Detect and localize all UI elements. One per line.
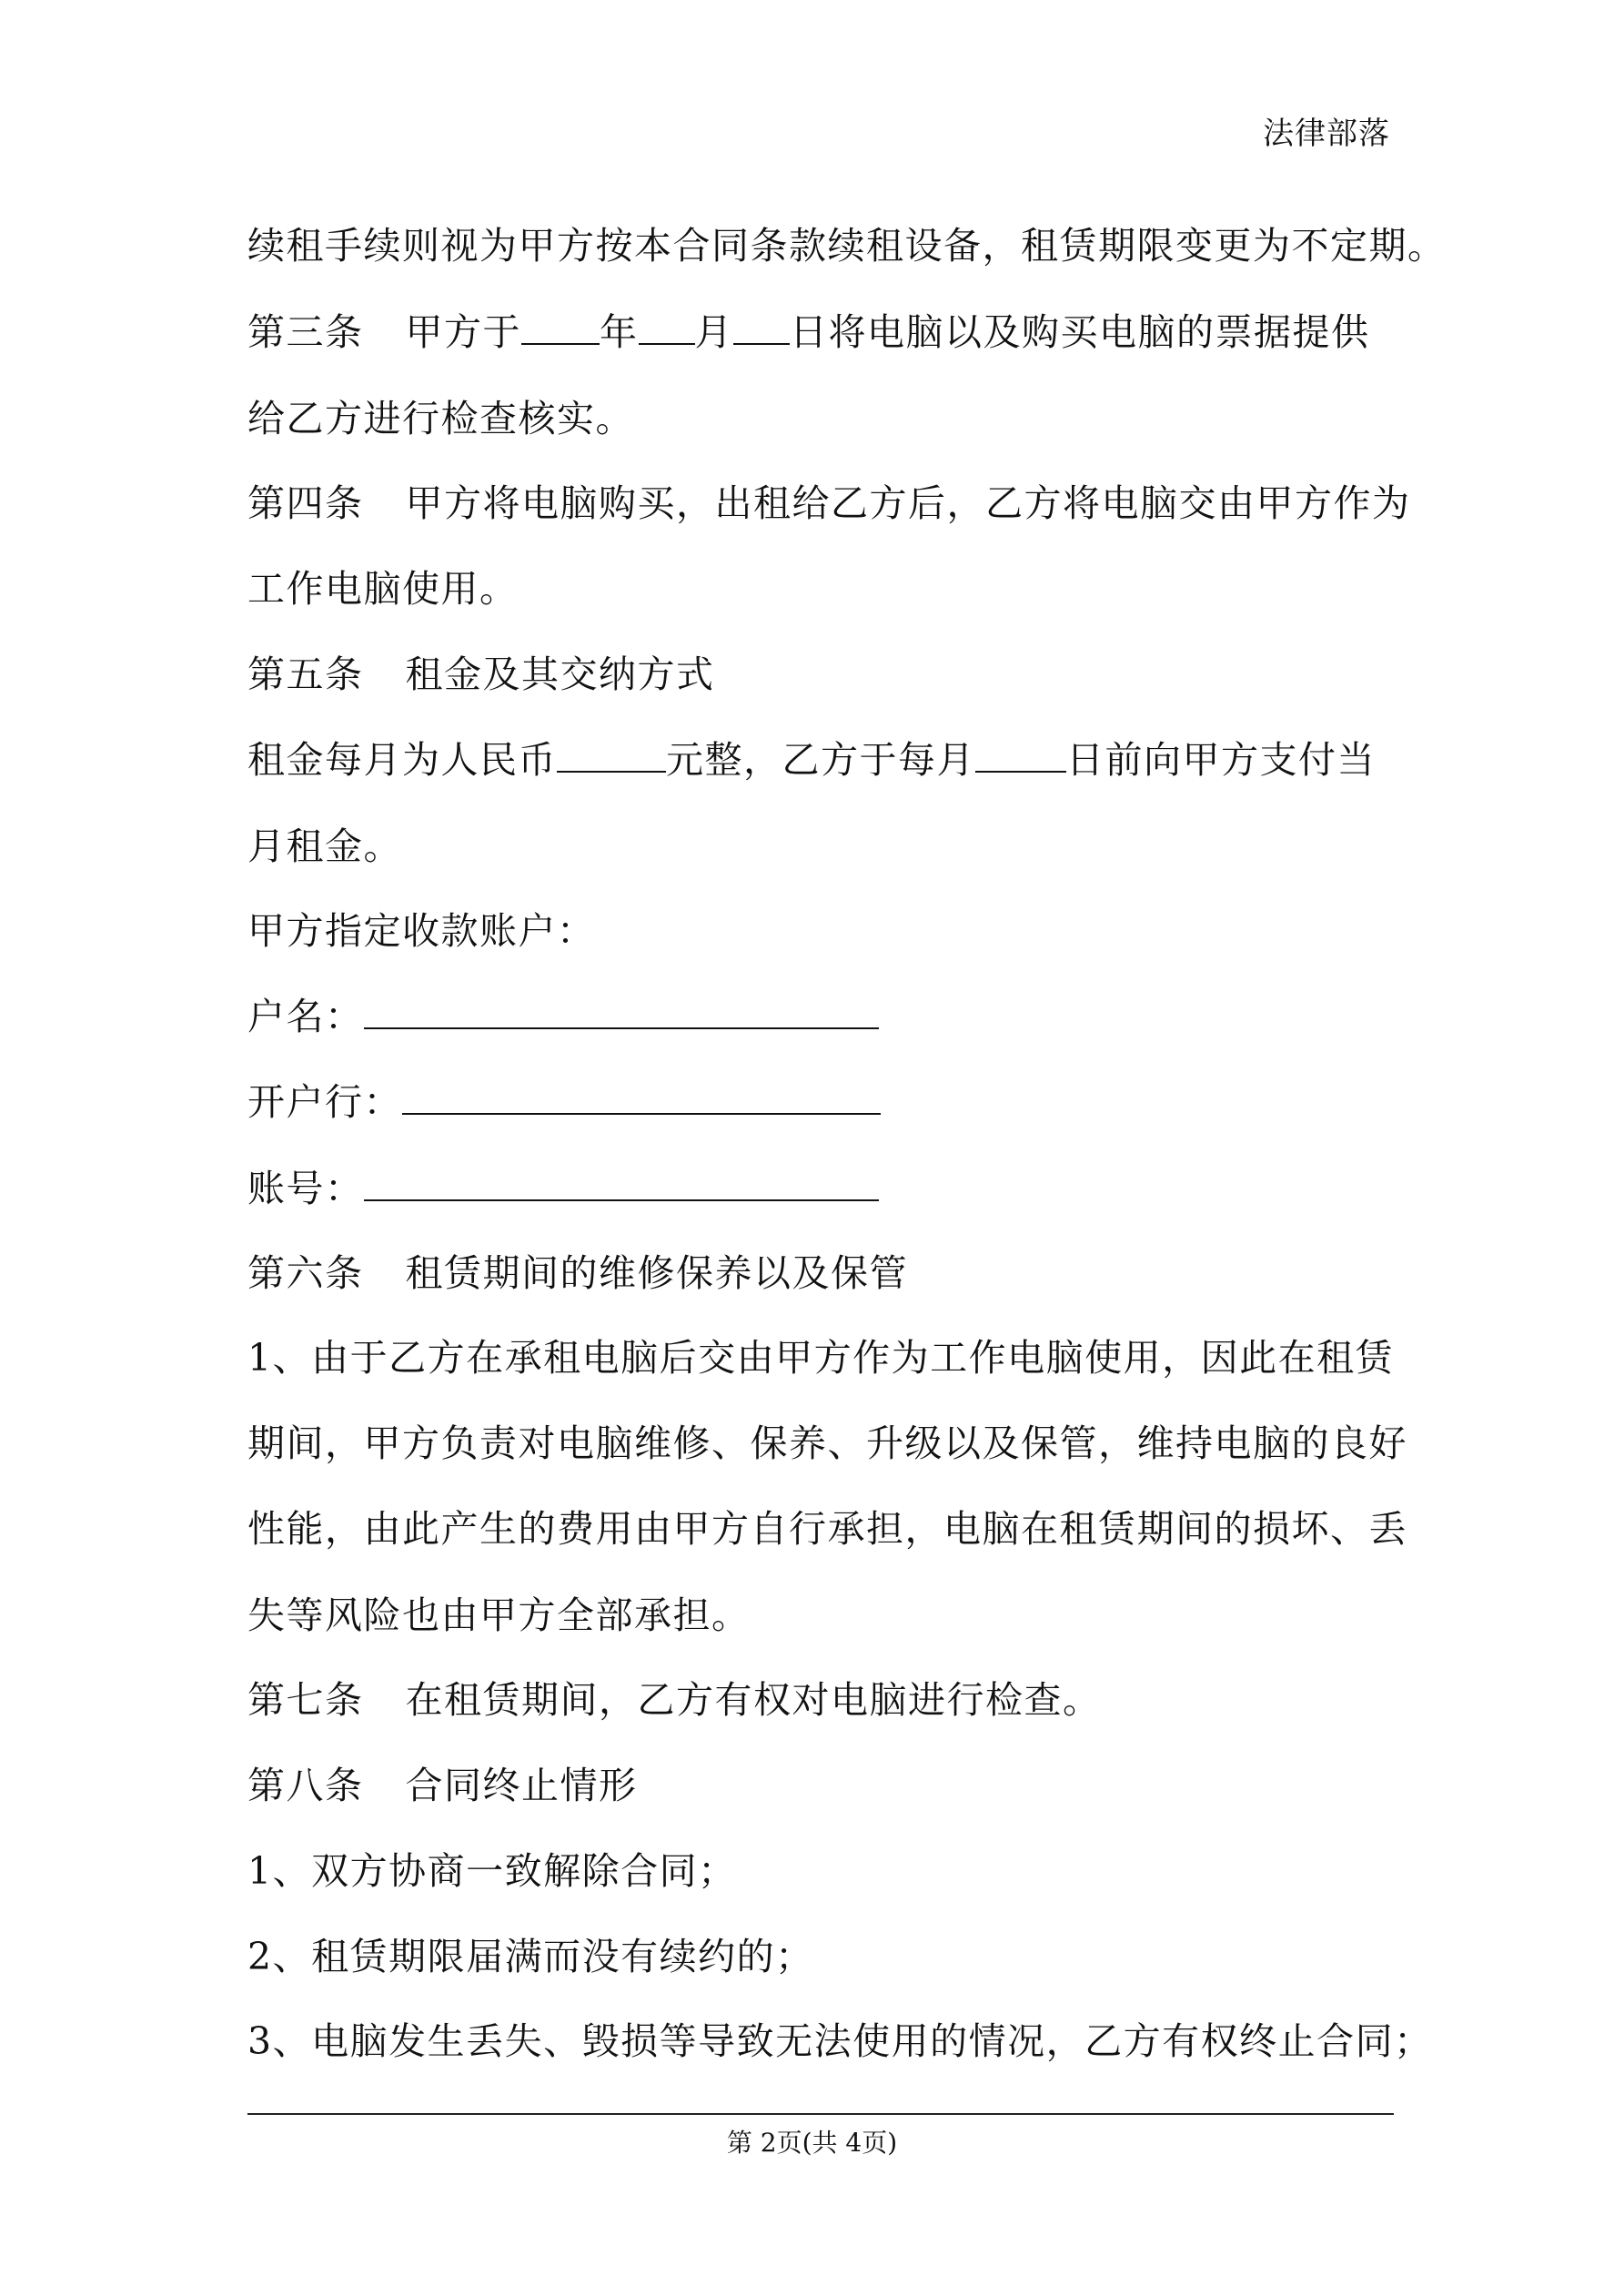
header-brand: 法律部落 xyxy=(1263,116,1390,152)
paragraph-line: 期间，甲方负责对电脑维修、保养、升级以及保管，维持电脑的良好 xyxy=(247,1421,1407,1465)
paragraph-line: 工作电脑使用。 xyxy=(247,567,519,611)
article-label: 第六条 xyxy=(247,1251,364,1295)
text-fragment: 租赁期间的维修保养以及保管 xyxy=(405,1251,908,1295)
text-fragment: 租金及其交纳方式 xyxy=(405,652,715,696)
article-4-line xyxy=(247,480,1411,526)
text-fragment: 合同终止情形 xyxy=(405,1764,638,1807)
blank-month[interactable] xyxy=(639,310,695,345)
article-7-line xyxy=(247,1677,1102,1723)
account-number-line xyxy=(247,1166,879,1211)
article-8-line xyxy=(247,1763,638,1808)
text-fragment: 在租赁期间，乙方有权对电脑进行检查。 xyxy=(405,1678,1102,1722)
paragraph-line: 续租手续则视为甲方按本合同条款续租设备，租赁期限变更为不定期。 xyxy=(247,224,1447,268)
field-label: 户名： xyxy=(247,995,364,1038)
page-number: 第 2页(共 4页) xyxy=(726,2128,898,2158)
text-fragment: 甲方将电脑购买，出租给乙方后，乙方将电脑交由甲方作为 xyxy=(405,481,1411,525)
account-name-line xyxy=(247,994,879,1039)
paragraph-line: 性能，由此产生的费用由甲方自行承担，电脑在租赁期间的损坏、丢 xyxy=(247,1507,1407,1551)
list-item: 2、租赁期限届满而没有续约的； xyxy=(247,1935,814,1978)
article-5-line xyxy=(247,652,715,697)
text-fragment: 月 xyxy=(694,310,733,354)
article-label: 第五条 xyxy=(247,652,364,696)
bank-line xyxy=(247,1079,881,1125)
blank-bank[interactable] xyxy=(402,1080,881,1115)
list-item: 1、双方协商一致解除合同； xyxy=(247,1849,737,1893)
paragraph-line: 1、由于乙方在承租电脑后交由甲方作为工作电脑使用，因此在租赁 xyxy=(247,1336,1395,1380)
article-label: 第四条 xyxy=(247,481,364,525)
paragraph-line: 失等风险也由甲方全部承担。 xyxy=(247,1593,751,1637)
text-fragment: 租金每月为人民币 xyxy=(247,738,557,782)
blank-day[interactable] xyxy=(733,310,790,345)
text-fragment: 日前向甲方支付当 xyxy=(1066,738,1376,782)
field-label: 账号： xyxy=(247,1167,364,1210)
text-fragment: 甲方于 xyxy=(405,310,521,354)
blank-rent-amount[interactable] xyxy=(557,738,666,773)
list-item: 3、电脑发生丢失、毁损等导致无法使用的情况，乙方有权终止合同； xyxy=(247,2019,1433,2063)
paragraph-line: 月租金。 xyxy=(247,824,402,868)
text-fragment: 日将电脑以及购买电脑的票据提供 xyxy=(790,310,1370,354)
blank-pay-day[interactable] xyxy=(975,738,1066,773)
article-3-line xyxy=(247,309,1370,355)
article-label: 第三条 xyxy=(247,310,364,354)
blank-account-name[interactable] xyxy=(364,995,879,1029)
paragraph-line: 甲方指定收款账户： xyxy=(247,909,596,953)
rent-line xyxy=(247,737,1376,783)
paragraph-line: 给乙方进行检查核实。 xyxy=(247,397,634,440)
blank-year[interactable] xyxy=(521,310,600,345)
article-6-line xyxy=(247,1250,908,1296)
field-label: 开户行： xyxy=(247,1080,402,1124)
article-label: 第八条 xyxy=(247,1764,364,1807)
text-fragment: 元整，乙方于每月 xyxy=(666,738,975,782)
article-label: 第七条 xyxy=(247,1678,364,1722)
text-fragment: 年 xyxy=(600,310,639,354)
blank-account-number[interactable] xyxy=(364,1167,879,1201)
footer-divider xyxy=(247,2113,1394,2115)
